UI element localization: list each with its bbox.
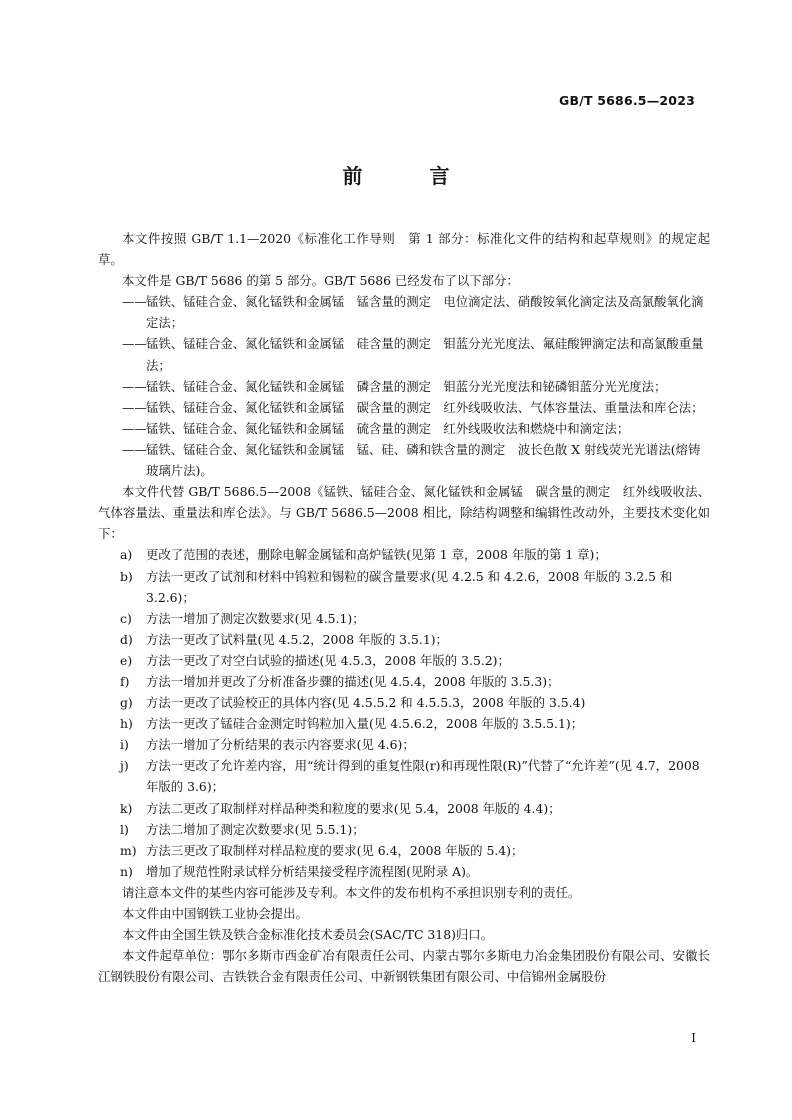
- dash-marker: ——: [122, 420, 147, 436]
- list-item-label: h): [120, 716, 133, 732]
- list-item-text: 方法一更改了锰硅合金测定时钨粒加入量(见 4.5.6.2，2008 年版的 3.5.5.1)；: [146, 716, 584, 732]
- list-item: [98, 671, 710, 692]
- list-item: [98, 734, 710, 755]
- list-item-label: j): [120, 758, 129, 774]
- paragraph-drafting-units: 本文件起草单位：鄂尔多斯市西金矿冶有限责任公司、内蒙古鄂尔多斯电力冶金集团股份有限公司、安徽长江钢铁股份有限公司、吉铁铁合金有限责任公司、中新钢铁集团有限公司、中信锦州金属股份: [98, 948, 710, 985]
- list-item-text: 锰铁、锰硅合金、氮化锰铁和金属锰 硫含量的测定 红外线吸收法和燃烧中和滴定法；: [146, 420, 630, 436]
- list-item-text: 锰铁、锰硅合金、氮化锰铁和金属锰 碳含量的测定 红外线吸收法、气体容量法、重量法和库仑法；: [146, 399, 704, 415]
- list-item: [98, 840, 710, 861]
- list-item: [98, 608, 710, 629]
- list-item: [98, 439, 710, 481]
- list-item: [98, 650, 710, 671]
- dash-marker: ——: [122, 336, 147, 352]
- list-item-text: 方法一增加并更改了分析准备步骤的描述(见 4.5.4，2008 年版的 3.5.3)；: [146, 673, 560, 689]
- list-item-label: n): [120, 863, 133, 879]
- list-item-text: 锰铁、锰硅合金、氮化锰铁和金属锰 锰、硅、磷和铁含量的测定 波长色散 X 射线荧光光谱法(熔铸玻璃片法)。: [146, 441, 701, 479]
- document-body: [98, 228, 710, 987]
- list-item-text: 方法二增加了测定次数要求(见 5.5.1)；: [146, 821, 365, 837]
- list-item: [98, 397, 710, 418]
- list-item: [98, 544, 710, 565]
- dash-marker: ——: [122, 378, 147, 394]
- list-item-label: b): [120, 568, 133, 584]
- list-item: [98, 418, 710, 439]
- paragraph-proposer: 本文件由中国钢铁工业协会提出。: [122, 906, 308, 921]
- list-item-label: k): [120, 800, 133, 816]
- list-item-label: e): [120, 652, 133, 668]
- changes-list: [98, 544, 710, 882]
- list-item: [98, 291, 710, 333]
- dash-marker: ——: [122, 399, 147, 415]
- dash-marker: ——: [122, 294, 147, 310]
- list-item-label: c): [120, 610, 132, 626]
- paragraph-series-intro: 本文件是 GB/T 5686 的第 5 部分。GB/T 5686 已经发布了以下部分：: [122, 273, 519, 289]
- standard-code: GB/T 5686.5—2023: [559, 93, 695, 108]
- list-item-text: 方法一更改了允许差内容，用“统计得到的重复性限(r)和再现性限(R)”代替了“允许差”(见 4.7，2008 年版的 3.6)；: [146, 758, 700, 795]
- list-item-text: 更改了范围的表述，删除电解金属锰和高炉锰铁(见第 1 章，2008 年版的第 1 章)；: [146, 547, 607, 563]
- list-item-text: 方法一增加了测定次数要求(见 4.5.1)；: [146, 610, 365, 626]
- list-item-text: 方法一增加了分析结果的表示内容要求(见 4.6)；: [146, 737, 415, 753]
- list-item-text: 方法一更改了对空白试验的描述(见 4.5.3，2008 年版的 3.5.2)；: [146, 652, 510, 668]
- list-item-text: 锰铁、锰硅合金、氮化锰铁和金属锰 锰含量的测定 电位滴定法、硝酸铵氧化滴定法及高氯酸氧化滴定法；: [146, 294, 704, 331]
- paragraph-drafting-basis: 本文件按照 GB/T 1.1—2020《标准化工作导则 第 1 部分：标准化文件的结构和起草规则》的规定起草。: [98, 231, 710, 268]
- list-item-text: 锰铁、锰硅合金、氮化锰铁和金属锰 硅含量的测定 钼蓝分光光度法、氟硅酸钾滴定法和高氯酸重量法；: [146, 336, 704, 373]
- list-item-text: 方法一更改了试料量(见 4.5.2，2008 年版的 3.5.1)；: [146, 631, 448, 647]
- page-number: I: [691, 1031, 696, 1045]
- list-item: [98, 713, 710, 734]
- paragraph-patent-notice: 请注意本文件的某些内容可能涉及专利。本文件的发布机构不承担识别专利的责任。: [122, 884, 581, 900]
- list-item-text: 方法三更改了取制样对样品粒度的要求(见 6.4，2008 年版的 5.4)；: [146, 842, 524, 858]
- list-item: [98, 692, 710, 713]
- list-item: [98, 819, 710, 840]
- list-item: [98, 566, 710, 608]
- list-item: [98, 376, 710, 397]
- list-item-text: 增加了规范性附录试样分析结果接受程序流程图(见附录 A)。: [146, 863, 479, 879]
- list-item-label: l): [120, 821, 129, 837]
- list-item: [98, 629, 710, 650]
- dash-marker: ——: [122, 441, 147, 457]
- list-item-text: 锰铁、锰硅合金、氮化锰铁和金属锰 磷含量的测定 钼蓝分光光度法和铋磷钼蓝分光光度法；: [146, 378, 667, 394]
- list-item: [98, 333, 710, 375]
- list-item-label: a): [120, 547, 133, 563]
- list-item-label: m): [120, 842, 137, 858]
- list-item-label: f): [120, 673, 130, 689]
- list-item: [98, 861, 710, 882]
- list-item-label: d): [120, 631, 133, 647]
- list-item-text: 方法一更改了试验校正的具体内容(见 4.5.5.2 和 4.5.5.3，2008 年版的 3.5.4): [146, 695, 586, 711]
- page-title: 前 言: [342, 164, 480, 188]
- list-item-label: i): [120, 737, 129, 753]
- paragraph-replacement: 本文件代替 GB/T 5686.5—2008《锰铁、锰硅合金、氮化锰铁和金属锰 碳含量的测定 红外线吸收法、气体容量法、重量法和库仑法》。与 GB/T 5686.5—2008 相比，除结构调整和编辑性改动外，主要技术变化如下：: [98, 484, 710, 542]
- list-item: [98, 798, 710, 819]
- list-item-text: 方法一更改了试剂和材料中钨粒和锡粒的碳含量要求(见 4.2.5 和 4.2.6，2008 年版的 3.2.5 和 3.2.6)；: [146, 568, 673, 605]
- list-item-label: g): [120, 695, 133, 711]
- paragraph-committee: 本文件由全国生铁及铁合金标准化技术委员会(SAC/TC 318)归口。: [122, 927, 494, 943]
- list-item: [98, 755, 710, 797]
- list-item-text: 方法二更改了取制样对样品种类和粒度的要求(见 5.4，2008 年版的 4.4)；: [146, 800, 561, 816]
- parts-list: [98, 291, 710, 481]
